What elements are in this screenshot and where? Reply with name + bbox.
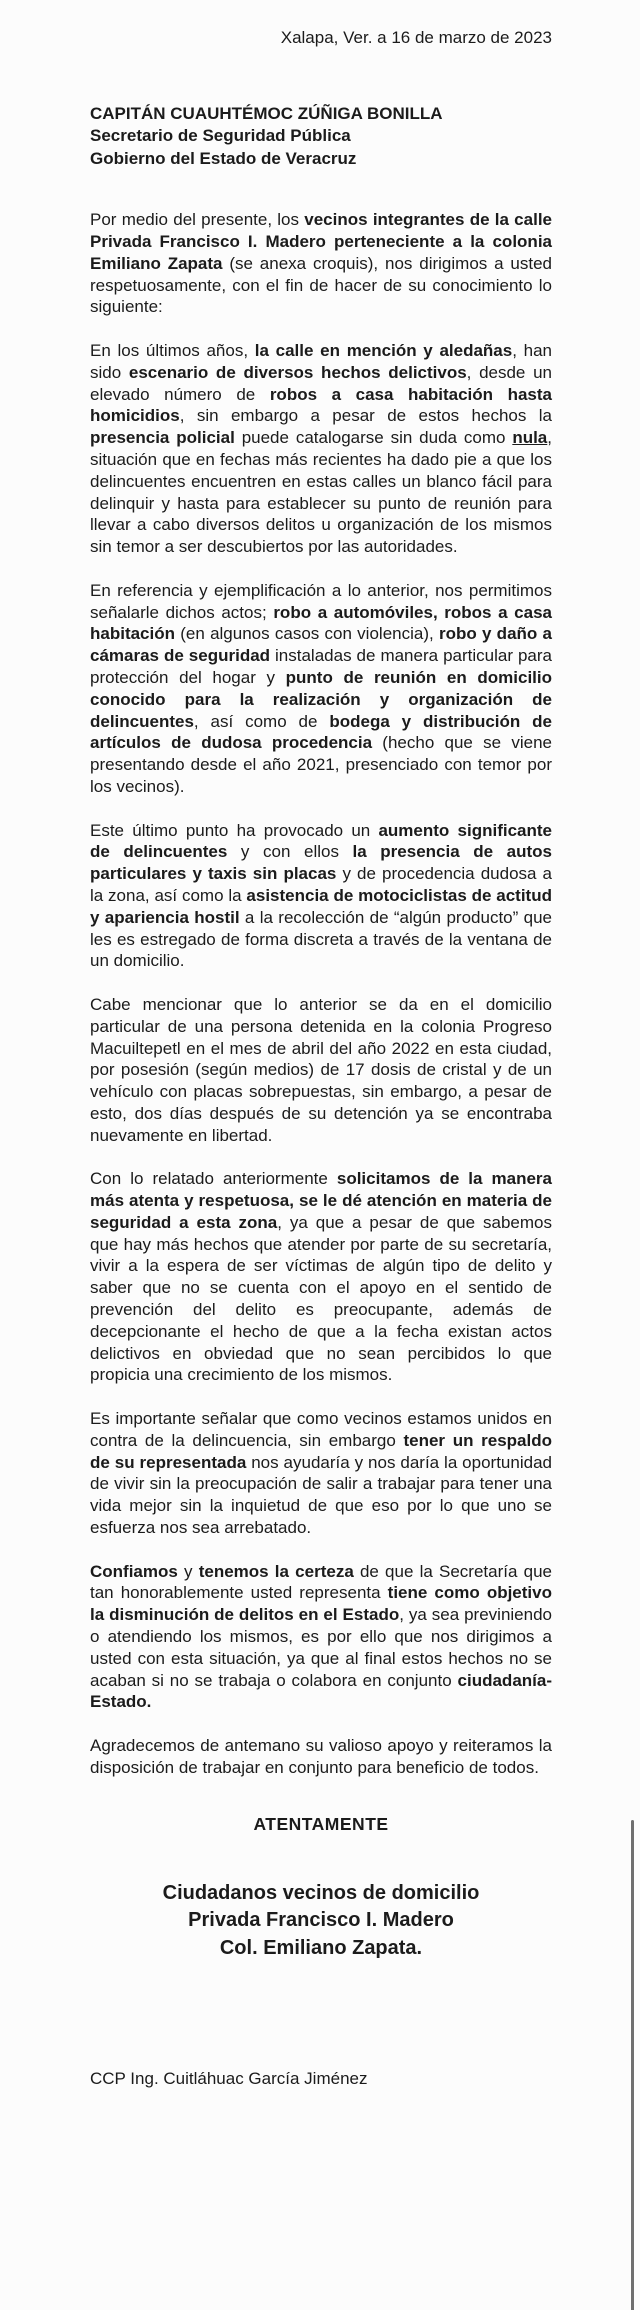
closing-salutation: ATENTAMENTE: [253, 1813, 389, 1834]
text-run: En los últimos años,: [90, 341, 255, 360]
ccp-line: CCP Ing. Cuitláhuac García Jiménez: [90, 2069, 368, 2089]
date-line: Xalapa, Ver. a 16 de marzo de 2023: [280, 28, 552, 47]
text-run: bodega y distribución de artículos de dudosa procedencia: [90, 711, 553, 753]
text-run: (se anexa croquis), nos dirigimos a usted respetuosamente, con el fin de hacer de su conocimiento lo siguiente:: [90, 253, 552, 317]
text-run: punto de reunión en domicilio conocido para la realización y organización de delincuentes: [90, 667, 552, 731]
letter-body: [90, 209, 552, 1778]
paragraph-crime-history: [90, 340, 552, 558]
text-run: , así como de: [193, 711, 330, 731]
text-run: aumento significante de delincuentes: [90, 820, 552, 862]
recipient-name: CAPITÁN CUAUHTÉMOC ZÚÑIGA BONILLA: [90, 104, 443, 123]
text-run: robo y daño a cámaras de seguridad: [90, 624, 552, 666]
paragraph-intro: [90, 209, 552, 318]
text-run: Agradecemos de antemano su valioso apoyo y reiteramos la disposición de trabajar en conjunto para beneficio de todos.: [90, 1736, 552, 1777]
text-run: puede catalogarse sin duda como: [234, 428, 513, 448]
paragraph-detained-person: [90, 994, 552, 1147]
text-run: vecinos integrantes de la calle Privada Francisco I. Madero perteneciente a la colonia Emiliano Zapata: [90, 210, 552, 273]
text-run: Este último punto ha provocado un: [90, 820, 379, 840]
text-run: , situación que en fechas más recientes ha dado pie a que los delincuentes encuentren en estas calles un blanco fácil para delinquir y hasta para establecer su punto de reunión para llevar a cabo diversos delitos u organización de los mismos sin temor a ser descubiertos por las autoridades.: [90, 428, 552, 557]
recipient-org: Gobierno del Estado de Veracruz: [90, 148, 357, 168]
text-run: En referencia y ejemplificación a lo anterior, nos permitimos señalarle dichos actos;: [90, 580, 552, 622]
text-run: ciudadanía-Estado.: [90, 1670, 552, 1712]
text-run: nos ayudaría y nos daría la oportunidad de vivir sin la preocupación de salir a trabajar para tener una vida mejor sin la inquietud de que eso por lo que uno se esfuerza nos sea arrebatado.: [90, 1452, 552, 1538]
text-run: , han sido: [90, 341, 553, 382]
paragraph-consequences: [90, 820, 552, 973]
scrollbar-thumb[interactable]: [631, 1820, 634, 2310]
text-run: , ya que a pesar de que sabemos que hay más hechos que atender por parte de su secretaría, vivir a la espera de ser víctimas de algún tipo de delito y saber que no se cuenta con el apoyo en el sentido de prevención del delito es preocupante, además de decepcionante el hecho de que a la fecha existan actos delictivos en obviedad que no sean percibidos lo que propicia una crecimiento de los mismos.: [90, 1212, 552, 1385]
text-run: y: [177, 1561, 199, 1581]
text-run: la presencia de autos particulares y taxis sin placas: [90, 842, 553, 884]
text-run: instaladas de manera particular para protección del hogar y: [90, 646, 552, 687]
text-run: (en algunos casos con violencia),: [175, 624, 439, 644]
paragraph-crime-examples: [90, 580, 552, 798]
text-run: Con lo relatado anteriormente: [90, 1169, 337, 1189]
text-run: tiene como objetivo la disminución de delitos en el Estado: [90, 1583, 552, 1625]
paragraph-request: [90, 1168, 552, 1386]
text-run: y con ellos: [227, 842, 353, 862]
text-run: , sin embargo a pesar de estos hechos la: [179, 406, 552, 426]
signature-line-colonia: Col. Emiliano Zapata.: [219, 1936, 423, 1959]
text-run: robo a automóviles, robos a casa habitación: [90, 602, 552, 644]
text-run: Cabe mencionar que lo anterior se da en el domicilio particular de una persona detenida en la colonia Progreso Macuiltepetl en el mes de abril del año 2022 en esta ciudad, por posesión (según medios) de 17 dosis de cristal y de un vehículo con placas sobrepuestas, sin embargo, a pesar de esto, dos días después de su detención ya se encontraba nuevamente en libertad.: [90, 994, 552, 1145]
text-run: escenario de diversos hechos delictivos: [128, 362, 467, 382]
text-run: Por medio del presente, los: [90, 210, 305, 230]
recipient-title: Secretario de Seguridad Pública: [90, 126, 351, 146]
text-run: de que la Secretaría que tan honorablemente usted representa: [90, 1561, 552, 1603]
text-run: a la recolección de “algún producto” que les es estregado de forma discreta a través de la ventana de un domicilio.: [90, 907, 552, 971]
text-run: y de procedencia dudosa a la zona, así como la: [90, 864, 553, 905]
signature-block: [90, 1880, 552, 1963]
text-run: la calle en mención y aledañas: [254, 341, 513, 360]
recipient-block: [90, 103, 552, 170]
text-run: solicitamos de la manera más atenta y respetuosa, se le dé atención en materia de seguridad a esta zona: [90, 1169, 552, 1232]
text-run: (hecho que se viene presentando desde el año 2021, presenciado con temor por los vecinos).: [90, 733, 552, 796]
text-run: presencia policial: [90, 428, 235, 448]
text-run: , ya sea previniendo o atendiendo los mismos, es por ello que nos dirigimos a usted con esta situación, ya que al final estos hechos no se acaban si no se trabaja o colabora en conjunto: [90, 1605, 553, 1690]
text-run: , desde un elevado número de: [90, 362, 552, 404]
text-run: robos a casa habitación hasta homicidios: [90, 384, 552, 426]
text-run: nula: [512, 428, 548, 448]
text-run: Es importante señalar que como vecinos estamos unidos en contra de la delincuencia, sin embargo: [90, 1409, 552, 1450]
text-run: Confiamos: [90, 1561, 178, 1581]
text-run: asistencia de motociclistas de actitud y apariencia hostil: [90, 885, 552, 927]
paragraph-thanks: [90, 1735, 552, 1779]
text-run: tener un respaldo de su representada: [90, 1430, 552, 1472]
paragraph-trust: [90, 1561, 552, 1714]
text-run: tenemos la certeza: [198, 1561, 354, 1581]
signature-line-group: Ciudadanos vecinos de domicilio: [162, 1881, 480, 1904]
signature-line-street: Privada Francisco I. Madero: [188, 1909, 454, 1932]
letter-content: [90, 0, 552, 2090]
paragraph-neighbors-united: [90, 1408, 552, 1539]
